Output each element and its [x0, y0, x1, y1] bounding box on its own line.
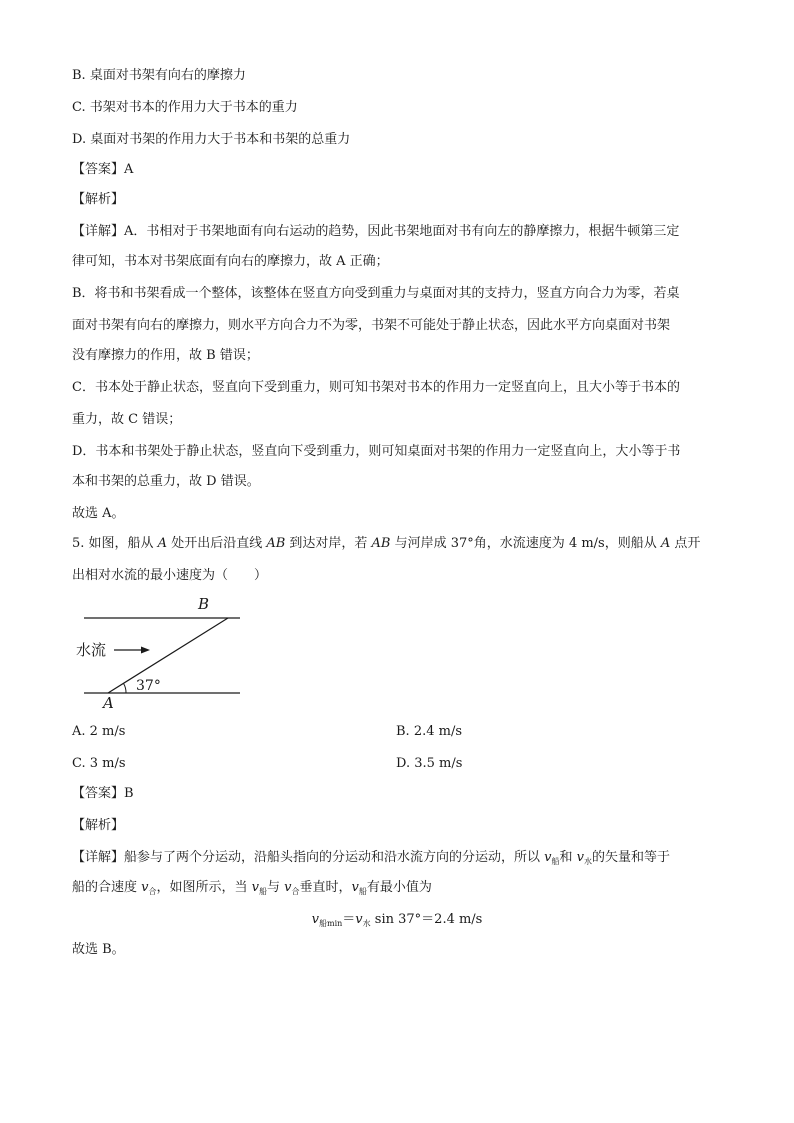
question-5-line1: 5. 如图，船从 A 处开出后沿直线 AB 到达对岸，若 AB 与河岸成 37°角，水流速度为 4 m/s，则船从 A 点开: [72, 536, 701, 551]
option-q5-b: B. 2.4 m/s: [396, 724, 463, 739]
conclusion-q5: 故选 B。: [72, 942, 125, 957]
option-q5-a: A. 2 m/s: [72, 724, 126, 739]
option-q5-d: D. 3.5 m/s: [396, 756, 463, 771]
detail-q4-a-line2: 律可知，书本对书架底面有向右的摩擦力，故 A 正确；: [72, 254, 389, 269]
conclusion-q4: 故选 A。: [72, 506, 125, 521]
question-5-line2: 出相对水流的最小速度为（ ）: [72, 568, 268, 583]
detail-q4-d-line1: D．书本和书架处于静止状态，竖直向下受到重力，则可知桌面对书架的作用力一定竖直向上，大小等于书: [72, 444, 681, 459]
option-q4-d: D. 桌面对书架的作用力大于书本和书架的总重力: [72, 132, 351, 147]
water-flow-label: 水流: [76, 641, 107, 659]
label-a: A: [103, 694, 114, 710]
river-diagram: [70, 592, 250, 710]
detail-q4-c-line1: C．书本处于静止状态，竖直向下受到重力，则可知书架对书本的作用力一定竖直向上，且大小等于书本的: [72, 380, 680, 395]
option-q4-c: C. 书架对书本的作用力大于书本的重力: [72, 100, 298, 115]
detail-q4-b-line1: B．将书和书架看成一个整体，该整体在竖直方向受到重力与桌面对其的支持力，竖直方向合力为零，若桌: [72, 286, 680, 301]
detail-q4-c-line2: 重力，故 C 错误；: [72, 412, 182, 427]
label-b: B: [198, 595, 210, 613]
detail-q4-b-line3: 没有摩擦力的作用，故 B 错误；: [72, 348, 259, 363]
angle-arc: [124, 683, 127, 693]
option-q4-b: B. 桌面对书架有向右的摩擦力: [72, 68, 246, 83]
analysis-label-q5: 【解析】: [72, 818, 125, 833]
answer-q5: 【答案】B: [72, 786, 134, 801]
analysis-label-q4: 【解析】: [72, 192, 125, 207]
formula-v-min: $v_{船min}=v_水$ sin 37°＝2.4 m/s: [311, 912, 483, 928]
detail-q5-line1: 【详解】船参与了两个分运动，沿船头指向的分运动和沿水流方向的分运动，所以 $v_船$和 $v_水$的矢量和等于: [72, 850, 671, 866]
detail-q5-line2: 船的合速度 $v_合$，如图所示，当 $v_船$与 $v_合$垂直时，$v_船$有最小值为: [72, 880, 432, 896]
answer-q4: 【答案】A: [72, 162, 134, 177]
detail-q4-d-line2: 本和书架的总重力，故 D 错误。: [72, 474, 260, 489]
water-arrow-head: [141, 647, 150, 654]
option-q5-c: C. 3 m/s: [72, 756, 126, 771]
angle-label: 37°: [136, 678, 161, 694]
detail-q4-a-line1: 【详解】A．书相对于书架地面有向右运动的趋势，因此书架地面对书有向左的静摩擦力，根据牛顿第三定: [72, 224, 680, 239]
path-ab-line: [108, 618, 228, 693]
detail-q4-b-line2: 面对书架有向右的摩擦力，则水平方向合力不为零，书架不可能处于静止状态，因此水平方向桌面对书架: [72, 318, 671, 333]
